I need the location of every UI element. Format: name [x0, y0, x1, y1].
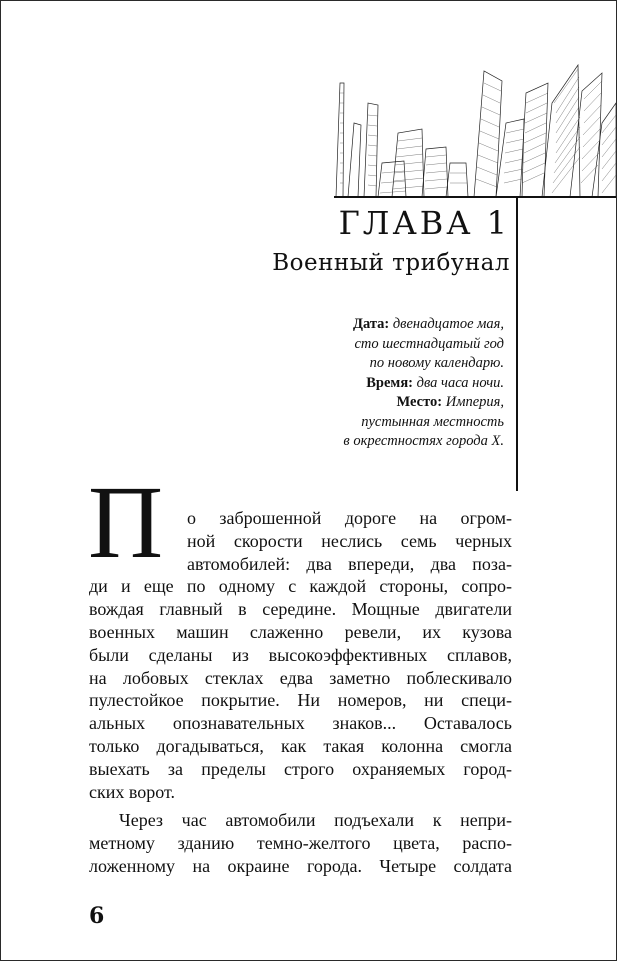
date-line-3: по новому календарю.: [369, 355, 504, 371]
drop-cap: П: [88, 465, 164, 580]
text-line: были сделаны из высокоэффективных сплавов,: [89, 644, 512, 665]
page-number: 6: [89, 903, 105, 929]
text-line: военных машин слаженно ревели, их кузова: [89, 621, 512, 642]
body-text: [89, 507, 512, 878]
text-line: ной скорости неслись семь черных: [187, 530, 512, 551]
vertical-rule: [516, 196, 518, 491]
text-line: метному зданию темно-желтого цвета, распо-: [89, 833, 512, 854]
text-line: автомобилей: два впереди, два поза-: [187, 553, 512, 574]
text-line: на лобовых стеклах едва заметно поблескивало: [89, 667, 512, 688]
place-line-2: пустынная местность: [361, 413, 504, 430]
time-label: Время:: [366, 374, 413, 391]
chapter-title: Военный трибунал: [272, 250, 510, 276]
header-rule: [334, 196, 617, 198]
skyscrapers-illustration: [334, 63, 616, 197]
date-line-1: двенадцатое мая,: [392, 316, 504, 332]
text-line: только догадываться, как такая колонна смогла: [89, 735, 512, 756]
place-label: Место:: [396, 394, 443, 410]
text-line: выехать за пределы строго охраняемых город-: [89, 758, 512, 779]
date-line-2: сто шестнадцатый год: [354, 335, 504, 352]
text-line: ди и еще по одному с каждой стороны, сопро-: [89, 576, 512, 597]
text-line: ложенному на окраине города. Четыре солдата: [89, 855, 512, 876]
text-line: о заброшенной дороге на огром-: [187, 508, 512, 528]
time-value: два часа ночи.: [416, 374, 504, 391]
date-label: Дата:: [352, 316, 390, 332]
text-line: пулестойкое покрытие. Ни номеров, ни специ-: [89, 690, 512, 711]
text-line: ских ворот.: [89, 781, 176, 802]
text-line: альных опознавательных знаков... Оставалось: [89, 713, 512, 734]
text-line: вождая главный в середине. Мощные двигатели: [89, 599, 512, 620]
chapter-number: ГЛАВА 1: [338, 204, 510, 242]
place-line-1: Империя,: [445, 394, 504, 410]
text-line: Через час автомобили подъехали к непри-: [119, 810, 512, 831]
chapter-metadata: [343, 315, 504, 452]
place-line-3: в окрестностях города Х.: [343, 433, 504, 449]
